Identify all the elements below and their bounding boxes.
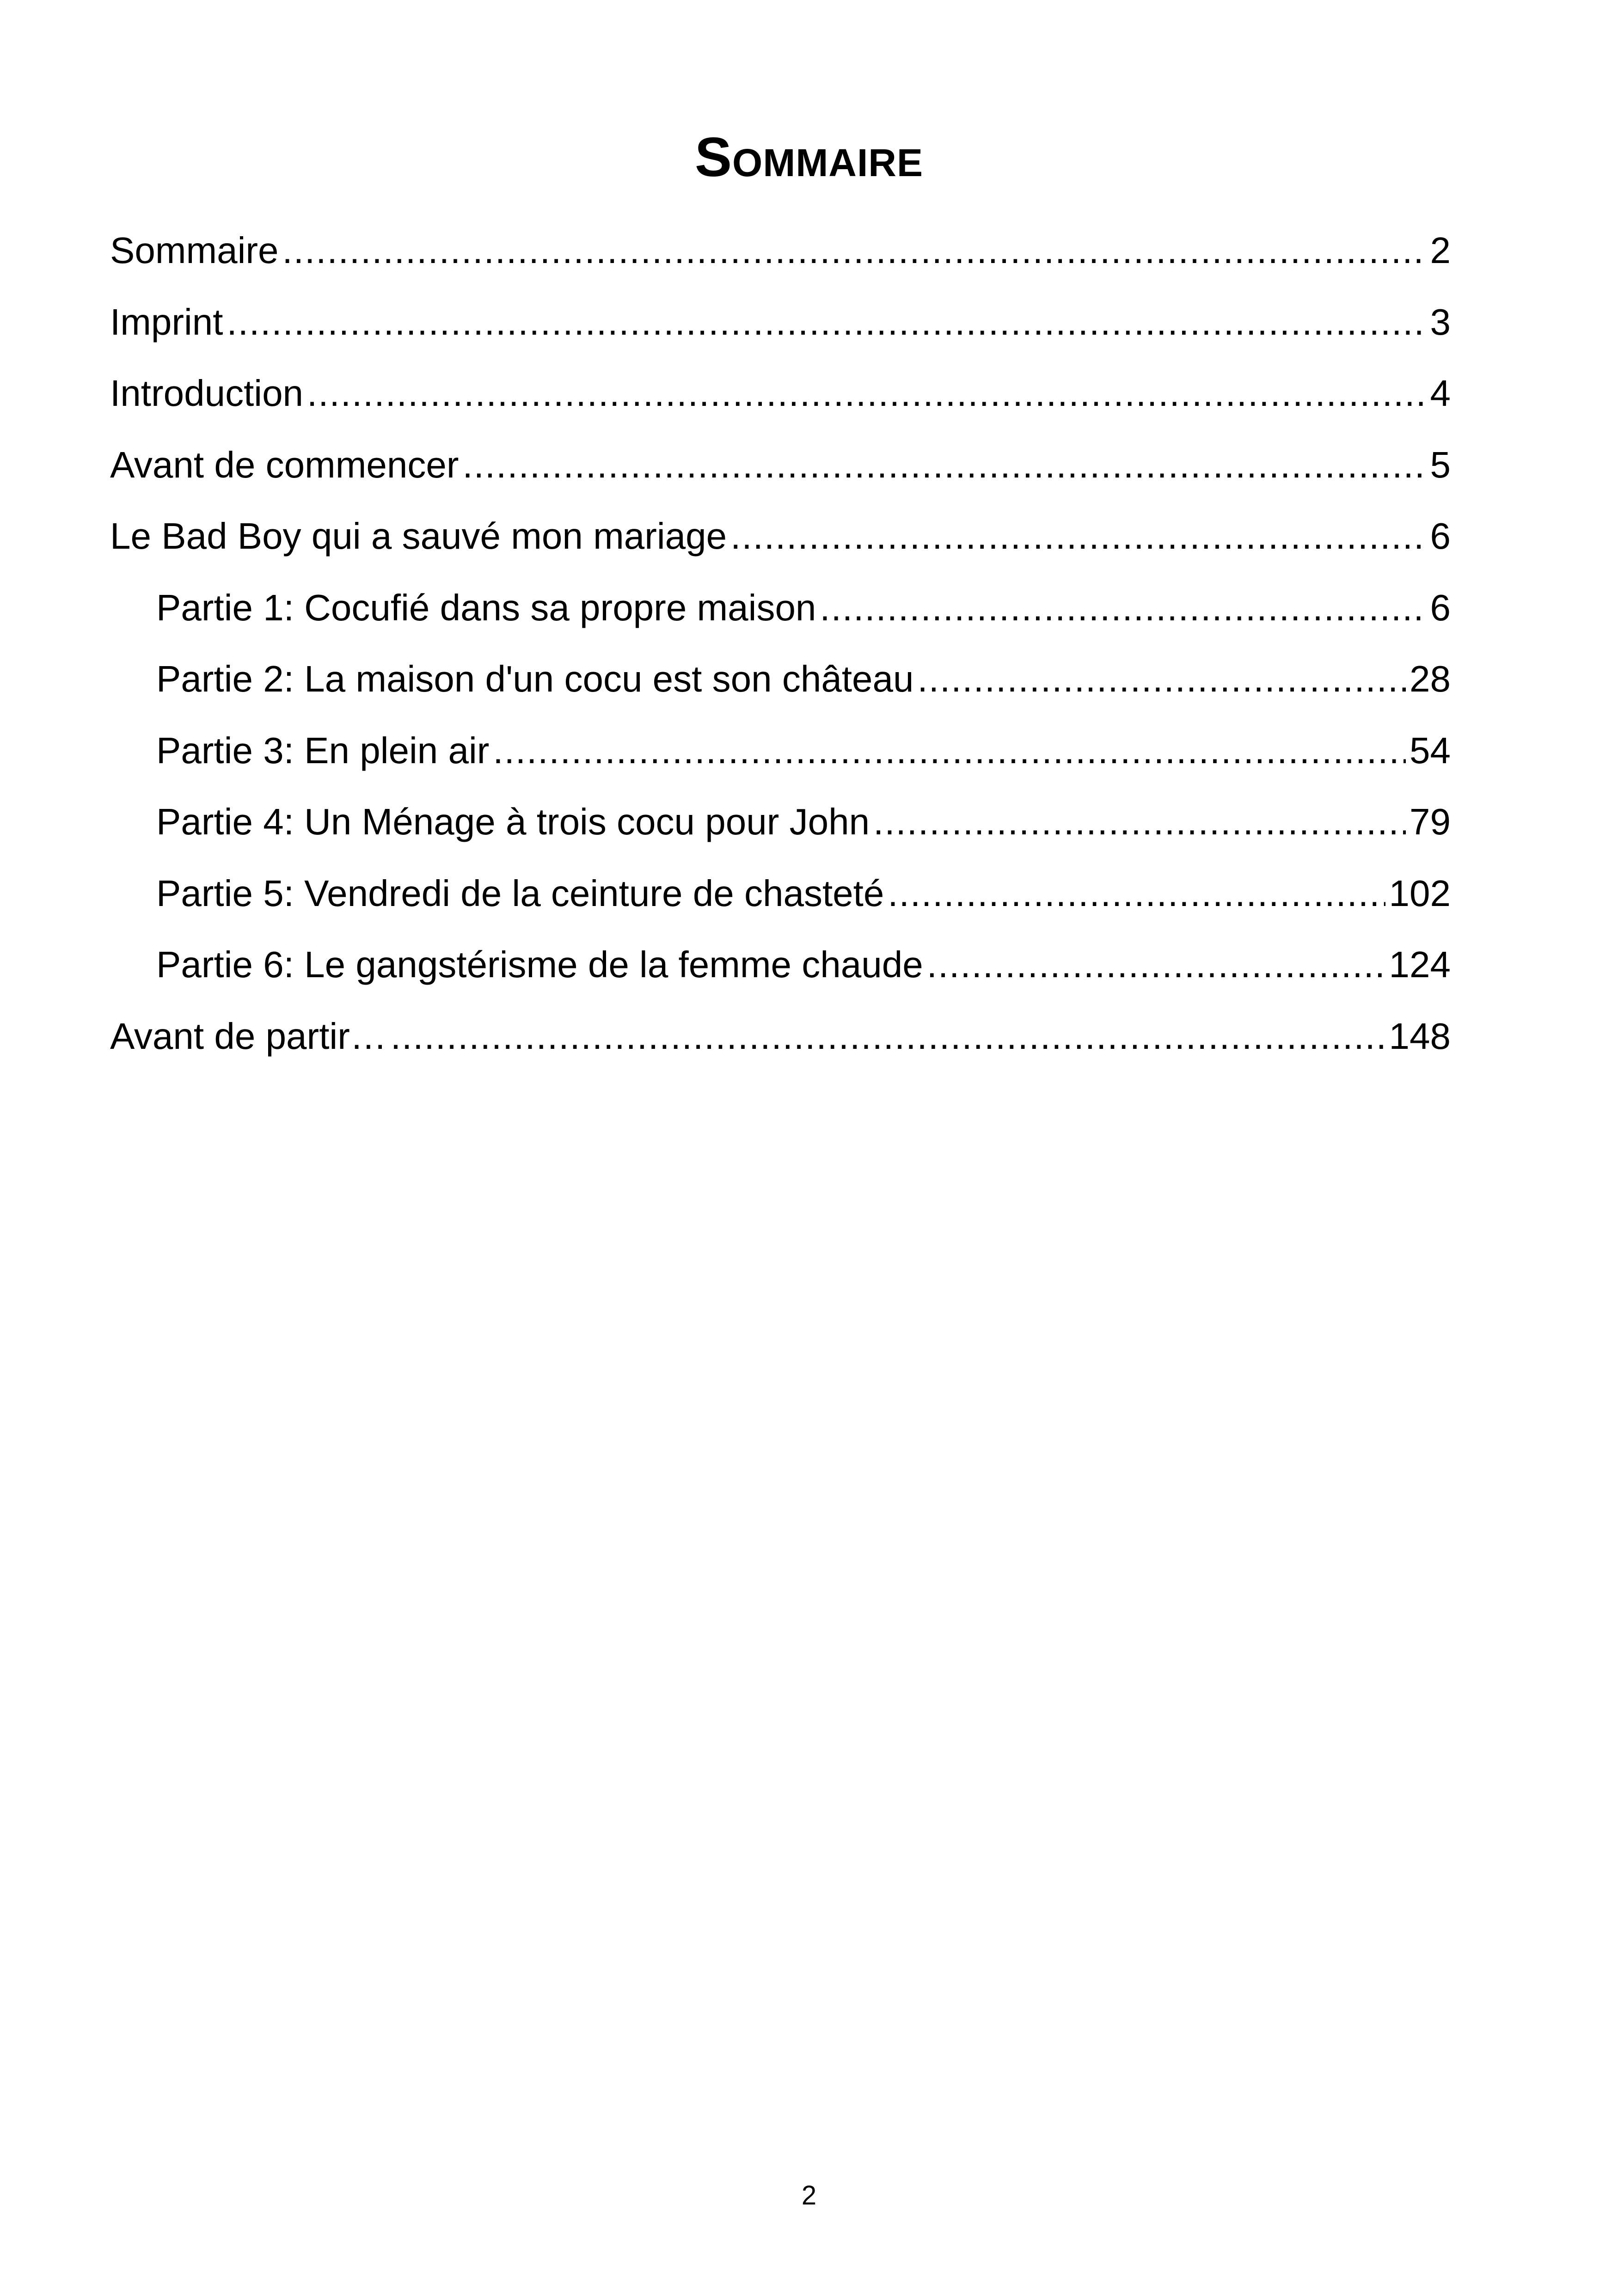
toc-entry-partie-1[interactable]: [110, 572, 1451, 644]
toc-entry-sommaire[interactable]: [110, 215, 1451, 287]
toc-entry-page: 54: [1410, 729, 1451, 771]
toc-entry-page: 124: [1389, 944, 1451, 985]
toc-entry-page: 4: [1430, 373, 1451, 414]
toc-leader-dots: [927, 929, 1385, 1001]
toc-entry-page: 79: [1410, 801, 1451, 842]
toc-entry-page: 148: [1389, 1015, 1451, 1057]
toc-entry-partie-2[interactable]: [110, 643, 1451, 715]
toc-entry-introduction[interactable]: [110, 358, 1451, 429]
toc-entry-partie-4[interactable]: [110, 786, 1451, 858]
toc-entry-imprint[interactable]: [110, 287, 1451, 358]
toc-entry-label: Partie 2: La maison d'un cocu est son château: [156, 658, 914, 699]
toc-entry-page: 3: [1430, 301, 1451, 343]
toc-entry-partie-6[interactable]: [110, 929, 1451, 1001]
toc-entry-page: 102: [1389, 872, 1451, 914]
toc-entry-avant-de-commencer[interactable]: [110, 429, 1451, 501]
toc-entry-label: Introduction: [110, 373, 304, 414]
toc-entry-label: Avant de commencer: [110, 444, 459, 485]
toc-entry-label: Avant de partir…: [110, 1015, 387, 1057]
toc-leader-dots: [493, 715, 1406, 787]
toc-leader-dots: [918, 643, 1406, 715]
page-number: 2: [801, 2180, 817, 2210]
toc-entry-page: 6: [1430, 515, 1451, 557]
toc-entry-page: 28: [1410, 658, 1451, 699]
toc-leader-dots: [873, 786, 1406, 858]
toc-entry-page: 6: [1430, 587, 1451, 628]
toc-entry-label: Sommaire: [110, 230, 279, 271]
toc-leader-dots: [227, 287, 1427, 358]
page-title: Sommaire: [694, 126, 923, 188]
toc-entry-partie-5[interactable]: [110, 858, 1451, 930]
toc-entry-label: Imprint: [110, 301, 223, 343]
toc-entry-page: 2: [1430, 230, 1451, 271]
toc-leader-dots: [820, 572, 1426, 644]
toc-entry-bad-boy[interactable]: [110, 501, 1451, 572]
table-of-contents: [110, 215, 1451, 1072]
toc-entry-label: Partie 5: Vendredi de la ceinture de chasteté: [156, 872, 884, 914]
toc-entry-label: Partie 4: Un Ménage à trois cocu pour John: [156, 801, 870, 842]
toc-entry-page: 5: [1430, 444, 1451, 485]
toc-leader-dots: [307, 358, 1426, 429]
toc-leader-dots: [730, 501, 1426, 572]
toc-entry-partie-3[interactable]: [110, 715, 1451, 787]
toc-leader-dots: [462, 429, 1426, 501]
toc-leader-dots: [888, 858, 1385, 930]
toc-leader-dots: [391, 1001, 1385, 1072]
toc-leader-dots: [282, 215, 1427, 287]
toc-entry-label: Le Bad Boy qui a sauvé mon mariage: [110, 515, 727, 557]
toc-entry-label: Partie 1: Cocufié dans sa propre maison: [156, 587, 816, 628]
toc-entry-label: Partie 3: En plein air: [156, 729, 490, 771]
toc-entry-avant-de-partir[interactable]: [110, 1001, 1451, 1072]
toc-entry-label: Partie 6: Le gangstérisme de la femme chaude: [156, 944, 923, 985]
